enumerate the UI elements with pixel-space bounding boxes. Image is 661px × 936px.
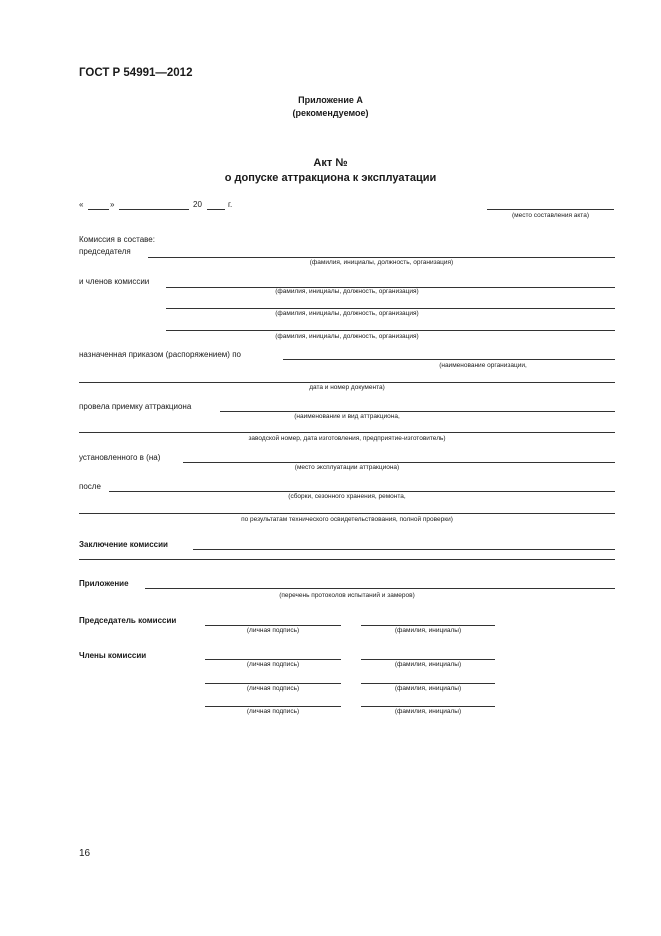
appointed-caption-1: (наименование организации,: [439, 362, 527, 369]
accepted-caption-1: (наименование и вид аттракциона,: [294, 413, 400, 420]
page-number: 16: [79, 848, 91, 859]
accepted-label: провела приемку аттракциона: [79, 402, 192, 411]
appointed-label: назначенная приказом (распоряжением) по: [79, 350, 241, 359]
member-caption-2: (фамилия, инициалы, должность, организация): [275, 310, 419, 317]
members-signature-label: Члены комиссии: [79, 651, 147, 660]
quote-open: «: [79, 200, 84, 209]
member-signature-caption-3: (личная подпись): [246, 708, 300, 715]
conclusion-label: Заключение комиссии: [79, 540, 168, 549]
attachment-caption: (перечень протоколов испытаний и замеров): [279, 592, 415, 599]
commission-label: Комиссия в составе:: [79, 235, 155, 244]
year-suffix: г.: [228, 200, 233, 209]
chairman-name-caption: (фамилия, инициалы): [394, 627, 462, 634]
after-caption-2: по результатам технического освидетельствования, полной проверки): [241, 516, 453, 523]
installed-caption: (место эксплуатации аттракциона): [294, 464, 400, 471]
appendix-note: (рекомендуемое): [292, 108, 369, 118]
chairman-signature-label: Председатель комиссии: [79, 616, 177, 625]
members-label: и членов комиссии: [79, 277, 150, 286]
member-name-caption-1: (фамилия, инициалы): [394, 661, 462, 668]
chairman-label: председателя: [79, 247, 131, 256]
quote-close: »: [110, 200, 115, 209]
member-caption-1: (фамилия, инициалы, должность, организация): [275, 288, 419, 295]
after-caption-1: (сборки, сезонного хранения, ремонта,: [288, 493, 406, 500]
member-signature-caption-1: (личная подпись): [246, 661, 300, 668]
attachment-label: Приложение: [79, 579, 129, 588]
member-name-caption-3: (фамилия, инициалы): [394, 708, 462, 715]
year-prefix: 20: [193, 200, 202, 209]
act-title: Акт №: [313, 157, 348, 169]
member-signature-caption-2: (личная подпись): [246, 685, 300, 692]
appointed-caption-2: дата и номер документа): [309, 384, 385, 391]
appendix-title: Приложение А: [298, 95, 363, 105]
member-caption-3: (фамилия, инициалы, должность, организация): [275, 333, 419, 340]
accepted-caption-2: заводской номер, дата изготовления, предприятие-изготовитель): [248, 435, 446, 442]
chairman-signature-caption: (личная подпись): [246, 627, 300, 634]
member-name-caption-2: (фамилия, инициалы): [394, 685, 462, 692]
standard-number: ГОСТ Р 54991—2012: [79, 67, 193, 79]
place-caption: (место составления акта): [511, 212, 589, 219]
after-label: после: [79, 482, 101, 491]
chairman-caption: (фамилия, инициалы, должность, организация): [309, 259, 454, 266]
act-subtitle: о допуске аттракциона к эксплуатации: [224, 172, 437, 184]
installed-label: установленного в (на): [79, 453, 161, 462]
